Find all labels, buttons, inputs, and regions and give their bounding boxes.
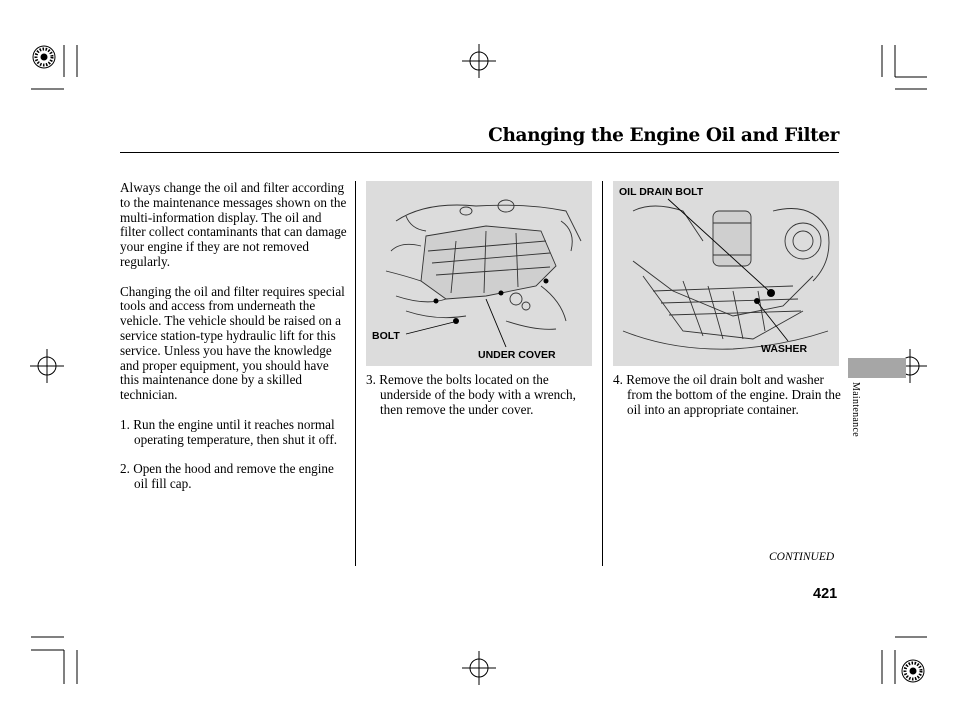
title-rule xyxy=(120,152,839,153)
step-4-text xyxy=(613,373,841,417)
washer-label: WASHER xyxy=(761,343,808,355)
intro-paragraph: Always change the oil and filter according to the maintenance messages shown on the multi-information display. The oil and filter collect contaminants that can damage your engine if they are not removed regularly. xyxy=(120,180,347,269)
step-4: 4. Remove the oil drain bolt and washer from the bottom of the engine. Drain the oil into an appropriate container. xyxy=(613,372,841,417)
step-3-text xyxy=(366,373,596,417)
under-cover-label: UNDER COVER xyxy=(478,349,556,361)
step-3: 3. Remove the bolts located on the underside of the body with a wrench, then remove the under cover. xyxy=(366,372,576,417)
step-1: 1. Run the engine until it reaches normal operating temperature, then shut it off. xyxy=(120,416,338,447)
intro-column xyxy=(120,181,349,507)
section-tab xyxy=(848,358,906,378)
continued-label: CONTINUED xyxy=(769,551,835,563)
step-2: 2. Open the hood and remove the engine oil fill cap. xyxy=(120,461,334,491)
oil-drain-illustration xyxy=(613,181,839,366)
under-cover-illustration xyxy=(366,181,592,366)
oil-drain-bolt-label: OIL DRAIN BOLT xyxy=(619,186,704,198)
oil-drain-drawing xyxy=(613,181,839,366)
column-divider xyxy=(602,181,603,566)
page-title: Changing the Engine Oil and Filter xyxy=(488,125,839,146)
bolt-label: BOLT xyxy=(372,330,400,342)
intro-paragraph: Changing the oil and filter requires special tools and access from underneath the vehicle. The vehicle should be raised on a service station-type hydraulic lift for this service. Unless you have the knowledge and proper equipment, you should have this maintenance done by a skilled technician. xyxy=(120,283,345,403)
section-tab-label: Maintenance xyxy=(850,382,861,437)
column-divider xyxy=(355,181,356,566)
page-number: 421 xyxy=(813,586,838,602)
